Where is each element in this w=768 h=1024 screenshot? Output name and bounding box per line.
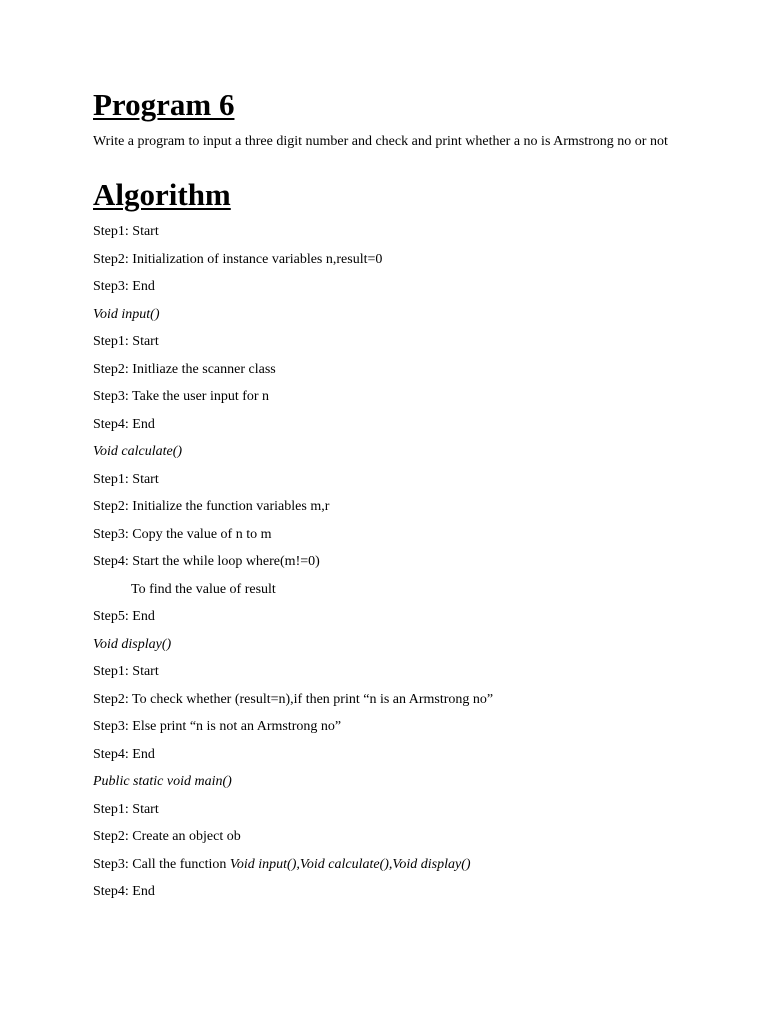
step-text: Step2: Initialize the function variables m,r	[93, 499, 330, 514]
algorithm-step	[93, 719, 341, 735]
algorithm-step	[93, 417, 155, 433]
algorithm-step	[93, 499, 329, 515]
algorithm-step	[93, 829, 241, 845]
step-text: Public static void main()	[93, 774, 232, 789]
step-text: Step2: Initliaze the scanner class	[93, 361, 276, 377]
algorithm-step	[93, 884, 155, 900]
step-text: Step4: End	[93, 884, 155, 899]
function-calls: Void input(),Void calculate(),Void display()	[229, 856, 471, 872]
method-signature	[93, 637, 171, 653]
step-text: Step3: Copy the value of n to m	[93, 526, 272, 542]
step-text: Step4: End	[93, 746, 155, 762]
algorithm-step	[93, 802, 159, 818]
step-text: Step1: Start	[93, 224, 159, 239]
algorithm-step	[93, 224, 159, 240]
step-text: Step2: Initialization of instance variables n,result=0	[93, 251, 383, 267]
algorithm-step	[93, 527, 271, 543]
algorithm-step	[93, 554, 320, 570]
algorithm-heading: Algorithm	[93, 177, 231, 212]
algorithm-step	[93, 252, 382, 268]
step-text: Step4: Start the while loop where(m!=0)	[93, 554, 320, 569]
method-signature	[93, 774, 232, 790]
algorithm-step	[93, 664, 159, 680]
algorithm-step	[93, 389, 269, 405]
step-text: Step5: End	[93, 609, 155, 624]
step-text: Void calculate()	[93, 444, 183, 459]
step-text: Step3: Call the function	[93, 856, 230, 872]
step-text: Step1: Start	[93, 471, 159, 487]
step-text: Step4: End	[93, 416, 155, 432]
algorithm-step	[131, 582, 276, 598]
step-text: Step3: Take the user input for n	[93, 389, 270, 404]
algorithm-step	[93, 857, 471, 873]
step-text: To find the value of result	[131, 581, 276, 597]
step-text: Step3: End	[93, 279, 155, 294]
program-title: Program 6	[93, 87, 235, 122]
algorithm-step	[93, 747, 155, 763]
step-text: Void input()	[93, 306, 160, 322]
step-text: Step1: Start	[93, 801, 159, 817]
step-text: Step1: Start	[93, 664, 159, 679]
step-text: Step2: Create an object ob	[93, 829, 241, 844]
step-text: Step2: To check whether (result=n),if then print “n is an Armstrong no”	[93, 691, 494, 707]
step-text: Step1: Start	[93, 334, 159, 349]
algorithm-step	[93, 692, 493, 708]
algorithm-step	[93, 279, 155, 295]
method-signature	[93, 307, 160, 323]
algorithm-step	[93, 472, 159, 488]
algorithm-step	[93, 609, 155, 625]
algorithm-step	[93, 334, 159, 350]
algorithm-step	[93, 362, 276, 378]
method-signature	[93, 444, 182, 460]
step-text: Void display()	[93, 636, 172, 652]
program-description: Write a program to input a three digit number and check and print whether a no is Armstrong no or not	[93, 134, 668, 149]
step-text: Step3: Else print “n is not an Armstrong no”	[93, 719, 342, 734]
